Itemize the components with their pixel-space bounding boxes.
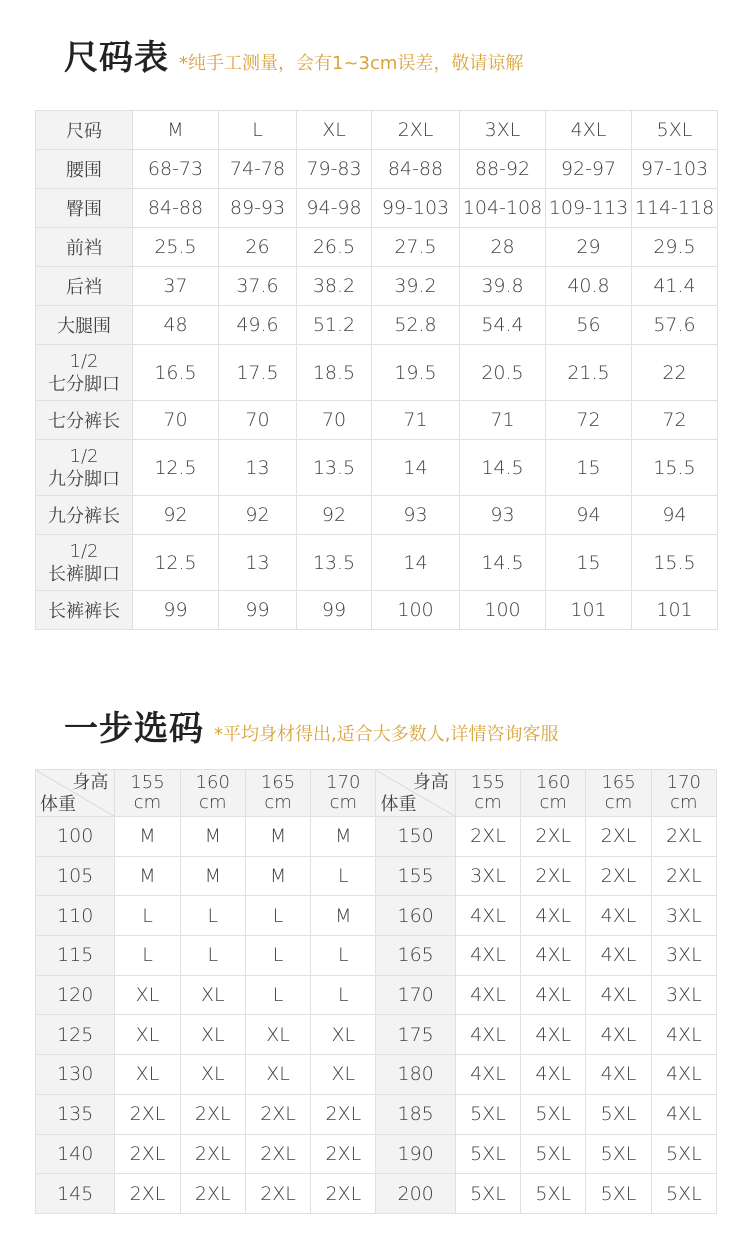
measure-value: 94 (632, 496, 718, 535)
size-value: M (245, 856, 310, 896)
size-value: 2XL (180, 1134, 245, 1174)
weight-label: 200 (376, 1174, 455, 1214)
size-value: 4XL (651, 1094, 716, 1134)
measure-value: 100 (460, 591, 546, 630)
size-value: L (245, 896, 310, 936)
measure-value: 71 (460, 401, 546, 440)
size-value: 4XL (521, 1015, 586, 1055)
height-header (455, 770, 520, 817)
measure-value: 19.5 (372, 345, 460, 401)
size-header-cell: 4XL (546, 111, 632, 150)
measure-value: 12.5 (133, 535, 219, 591)
size-value: L (115, 936, 180, 976)
measure-value: 70 (297, 401, 372, 440)
size-value: 2XL (245, 1174, 310, 1214)
weight-label: 150 (376, 817, 455, 857)
size-value: 2XL (180, 1174, 245, 1214)
corner-height-label: 身高 (72, 772, 109, 793)
measure-value: 15.5 (632, 440, 718, 496)
size-value: 4XL (521, 936, 586, 976)
weight-label: 160 (376, 896, 455, 936)
size-value: L (180, 936, 245, 976)
measure-value: 101 (632, 591, 718, 630)
measure-value: 15 (546, 535, 632, 591)
size-value: 5XL (455, 1094, 520, 1134)
measure-label: 后裆 (36, 267, 133, 306)
measure-value: 99 (133, 591, 219, 630)
height-value: 165 (260, 772, 296, 793)
measure-value: 21.5 (546, 345, 632, 401)
measure-value: 13 (219, 535, 297, 591)
size-value: 5XL (586, 1174, 651, 1214)
height-value: 160 (536, 772, 571, 793)
height-unit: cm (199, 792, 227, 813)
size-value: 5XL (521, 1094, 586, 1134)
measure-value: 40.8 (546, 267, 632, 306)
measure-label: 七分裤长 (36, 401, 133, 440)
height-header (245, 770, 310, 817)
size-picker-table (35, 769, 717, 1214)
corner-weight-label: 体重 (40, 794, 76, 815)
size-value: 2XL (586, 856, 651, 896)
size-picker-title: 一步选码 (64, 709, 204, 749)
measure-value: 71 (372, 401, 460, 440)
size-value: 5XL (455, 1134, 520, 1174)
measure-value: 84-88 (372, 150, 460, 189)
size-value: 4XL (651, 1015, 716, 1055)
measure-value: 26.5 (297, 228, 372, 267)
measure-value: 51.2 (297, 306, 372, 345)
measure-value: 56 (546, 306, 632, 345)
measure-value: 94-98 (297, 189, 372, 228)
measure-value: 15 (546, 440, 632, 496)
measure-value: 38.2 (297, 267, 372, 306)
size-value: XL (245, 1015, 310, 1055)
measure-value: 114-118 (632, 189, 718, 228)
height-header (115, 770, 180, 817)
size-value: L (115, 896, 180, 936)
size-value: 2XL (521, 817, 586, 857)
measure-value: 13 (219, 440, 297, 496)
size-value: XL (115, 1055, 180, 1095)
measure-label: 大腿围 (36, 306, 133, 345)
size-value: 2XL (115, 1094, 180, 1134)
weight-label: 180 (376, 1055, 455, 1095)
height-unit: cm (264, 792, 292, 813)
size-value: XL (311, 1055, 376, 1095)
measure-value: 25.5 (133, 228, 219, 267)
measure-value: 57.6 (632, 306, 718, 345)
size-value: 2XL (180, 1094, 245, 1134)
size-value: 4XL (586, 1055, 651, 1095)
height-unit: cm (539, 792, 567, 813)
table-row (36, 896, 717, 936)
measure-value: 48 (133, 306, 219, 345)
table-row (36, 936, 717, 976)
size-value: 3XL (651, 936, 716, 976)
height-value: 155 (130, 772, 165, 793)
measure-value: 29.5 (632, 228, 718, 267)
size-header-cell: L (219, 111, 297, 150)
measure-value: 70 (133, 401, 219, 440)
measure-value: 37.6 (219, 267, 297, 306)
measure-label-line2: 九分脚口 (48, 468, 120, 490)
height-value: 155 (470, 772, 506, 793)
size-header-cell: 尺码 (36, 111, 133, 150)
size-value: 4XL (586, 1015, 651, 1055)
size-header-cell: 2XL (372, 111, 460, 150)
measure-value: 99 (219, 591, 297, 630)
measure-value: 18.5 (297, 345, 372, 401)
measure-value: 20.5 (460, 345, 546, 401)
table-row (36, 975, 717, 1015)
measure-label: 腰围 (36, 150, 133, 189)
weight-label: 140 (36, 1134, 115, 1174)
height-value: 165 (601, 772, 636, 793)
measure-label-line1: 1/2 (69, 350, 99, 372)
size-value: 4XL (455, 1055, 520, 1095)
size-picker-note: *平均身材得出,适合大多数人,详情咨询客服 (214, 724, 559, 745)
measure-value: 52.8 (372, 306, 460, 345)
size-value: M (115, 817, 180, 857)
measure-label-line1: 1/2 (69, 540, 99, 562)
measure-value: 15.5 (632, 535, 718, 591)
size-header-row (36, 111, 718, 150)
weight-label: 100 (36, 817, 115, 857)
measure-label: 臀围 (36, 189, 133, 228)
size-value: 5XL (455, 1174, 520, 1214)
weight-label: 135 (36, 1094, 115, 1134)
size-header-cell: 5XL (632, 111, 718, 150)
height-value: 170 (326, 772, 361, 793)
measure-label: 前裆 (36, 228, 133, 267)
height-header (180, 770, 245, 817)
size-value: XL (180, 975, 245, 1015)
measure-value: 12.5 (133, 440, 219, 496)
size-value: XL (180, 1015, 245, 1055)
measure-label: 长裤裤长 (36, 591, 133, 630)
measure-value: 97-103 (632, 150, 718, 189)
size-value: 2XL (115, 1174, 180, 1214)
table-row (36, 440, 718, 496)
size-value: 4XL (586, 975, 651, 1015)
size-value: M (115, 856, 180, 896)
size-value: M (311, 817, 376, 857)
table-row (36, 1094, 717, 1134)
size-value: 4XL (455, 975, 520, 1015)
table-row (36, 345, 718, 401)
size-value: 4XL (521, 975, 586, 1015)
height-value: 160 (195, 772, 230, 793)
measure-value: 28 (460, 228, 546, 267)
measure-value: 14.5 (460, 535, 546, 591)
measure-value: 72 (632, 401, 718, 440)
size-value: 4XL (521, 1055, 586, 1095)
size-value: 4XL (586, 936, 651, 976)
measure-value: 93 (460, 496, 546, 535)
measure-value: 13.5 (297, 440, 372, 496)
size-header-cell: XL (297, 111, 372, 150)
table-row (36, 306, 718, 345)
size-value: M (311, 896, 376, 936)
size-value: 4XL (521, 896, 586, 936)
size-value: 5XL (586, 1094, 651, 1134)
size-header-cell: M (133, 111, 219, 150)
size-value: XL (311, 1015, 376, 1055)
measure-label-line2: 七分脚口 (48, 373, 120, 395)
size-value: 3XL (651, 975, 716, 1015)
table-row (36, 1134, 717, 1174)
height-unit: cm (133, 792, 162, 813)
size-value: 2XL (521, 856, 586, 896)
measure-label (36, 345, 133, 401)
table-row (36, 496, 718, 535)
size-value: XL (115, 1015, 180, 1055)
measure-value: 72 (546, 401, 632, 440)
corner-height-label: 身高 (412, 772, 449, 793)
measure-value: 26 (219, 228, 297, 267)
table-row (36, 591, 718, 630)
size-chart-table (35, 110, 718, 630)
size-value: L (180, 896, 245, 936)
size-value: 2XL (311, 1174, 376, 1214)
weight-label: 175 (376, 1015, 455, 1055)
size-value: L (245, 936, 310, 976)
size-chart-title: 尺码表 (64, 38, 169, 78)
measure-value: 99-103 (372, 189, 460, 228)
measure-label: 九分裤长 (36, 496, 133, 535)
measure-label-line2: 长裤脚口 (48, 563, 120, 585)
size-value: 2XL (115, 1134, 180, 1174)
size-value: 2XL (245, 1094, 310, 1134)
table-row (36, 401, 718, 440)
height-unit: cm (474, 792, 502, 813)
measure-value: 92 (297, 496, 372, 535)
size-value: 4XL (586, 896, 651, 936)
size-value: XL (115, 975, 180, 1015)
measure-value: 92 (219, 496, 297, 535)
size-value: 4XL (455, 1015, 520, 1055)
size-header-cell: 3XL (460, 111, 546, 150)
measure-value: 37 (133, 267, 219, 306)
size-value: 2XL (455, 817, 520, 857)
measure-value: 17.5 (219, 345, 297, 401)
measure-value: 41.4 (632, 267, 718, 306)
measure-value: 109-113 (546, 189, 632, 228)
measure-value: 94 (546, 496, 632, 535)
table-row (36, 856, 717, 896)
size-value: M (180, 856, 245, 896)
measure-value: 14 (372, 535, 460, 591)
measure-value: 14.5 (460, 440, 546, 496)
table-row (36, 1015, 717, 1055)
table-row (36, 189, 718, 228)
size-value: L (311, 975, 376, 1015)
size-value: 5XL (651, 1134, 716, 1174)
height-header (521, 770, 586, 817)
measure-value: 29 (546, 228, 632, 267)
height-value: 170 (666, 772, 701, 793)
size-value: 2XL (651, 856, 716, 896)
table-row (36, 535, 718, 591)
measure-value: 70 (219, 401, 297, 440)
weight-label: 105 (36, 856, 115, 896)
measure-value: 99 (297, 591, 372, 630)
size-value: 3XL (455, 856, 520, 896)
size-value: 5XL (521, 1174, 586, 1214)
measure-value: 74-78 (219, 150, 297, 189)
height-header (651, 770, 716, 817)
measure-value: 49.6 (219, 306, 297, 345)
measure-value: 101 (546, 591, 632, 630)
table-row (36, 150, 718, 189)
table-row (36, 817, 717, 857)
measure-value: 100 (372, 591, 460, 630)
size-value: 2XL (651, 817, 716, 857)
measure-value: 92 (133, 496, 219, 535)
measure-label-line1: 1/2 (69, 445, 99, 467)
measure-value: 79-83 (297, 150, 372, 189)
measure-value: 104-108 (460, 189, 546, 228)
size-value: M (180, 817, 245, 857)
size-value: 2XL (311, 1134, 376, 1174)
weight-label: 185 (376, 1094, 455, 1134)
size-value: 2XL (311, 1094, 376, 1134)
corner-weight-label: 体重 (380, 794, 417, 815)
measure-value: 68-73 (133, 150, 219, 189)
size-value: XL (245, 1055, 310, 1095)
weight-label: 130 (36, 1055, 115, 1095)
weight-label: 170 (376, 975, 455, 1015)
size-value: L (311, 856, 376, 896)
weight-label: 190 (376, 1134, 455, 1174)
size-value: 2XL (586, 817, 651, 857)
table-row (36, 228, 718, 267)
height-weight-corner (376, 770, 455, 817)
measure-value: 22 (632, 345, 718, 401)
size-value: 5XL (651, 1174, 716, 1214)
size-value: L (311, 936, 376, 976)
weight-label: 110 (36, 896, 115, 936)
weight-label: 115 (36, 936, 115, 976)
size-value: L (245, 975, 310, 1015)
measure-value: 27.5 (372, 228, 460, 267)
size-chart-heading (64, 30, 523, 79)
weight-label: 125 (36, 1015, 115, 1055)
height-unit: cm (604, 792, 633, 813)
height-weight-corner (36, 770, 115, 817)
measure-value: 16.5 (133, 345, 219, 401)
size-value: 5XL (521, 1134, 586, 1174)
weight-label: 165 (376, 936, 455, 976)
table-row (36, 1174, 717, 1214)
size-value: 5XL (586, 1134, 651, 1174)
measure-value: 84-88 (133, 189, 219, 228)
height-unit: cm (670, 792, 698, 813)
measure-value: 89-93 (219, 189, 297, 228)
height-unit: cm (329, 792, 358, 813)
size-value: 3XL (651, 896, 716, 936)
weight-label: 120 (36, 975, 115, 1015)
measure-value: 13.5 (297, 535, 372, 591)
measure-value: 92-97 (546, 150, 632, 189)
height-header (586, 770, 651, 817)
measure-value: 39.8 (460, 267, 546, 306)
measure-value: 39.2 (372, 267, 460, 306)
size-value: 2XL (245, 1134, 310, 1174)
size-picker-heading (64, 701, 558, 750)
table-row (36, 267, 718, 306)
size-value: XL (180, 1055, 245, 1095)
measure-label (36, 535, 133, 591)
measure-value: 14 (372, 440, 460, 496)
size-value: 4XL (455, 896, 520, 936)
measure-value: 54.4 (460, 306, 546, 345)
size-value: 4XL (455, 936, 520, 976)
size-value: 4XL (651, 1055, 716, 1095)
size-value: M (245, 817, 310, 857)
measure-value: 88-92 (460, 150, 546, 189)
measure-label (36, 440, 133, 496)
table-row (36, 1055, 717, 1095)
size-chart-note: *纯手工测量，会有1~3cm误差，敬请谅解 (179, 53, 524, 74)
picker-header-row (36, 770, 717, 817)
height-header (311, 770, 376, 817)
weight-label: 155 (376, 856, 455, 896)
weight-label: 145 (36, 1174, 115, 1214)
measure-value: 93 (372, 496, 460, 535)
